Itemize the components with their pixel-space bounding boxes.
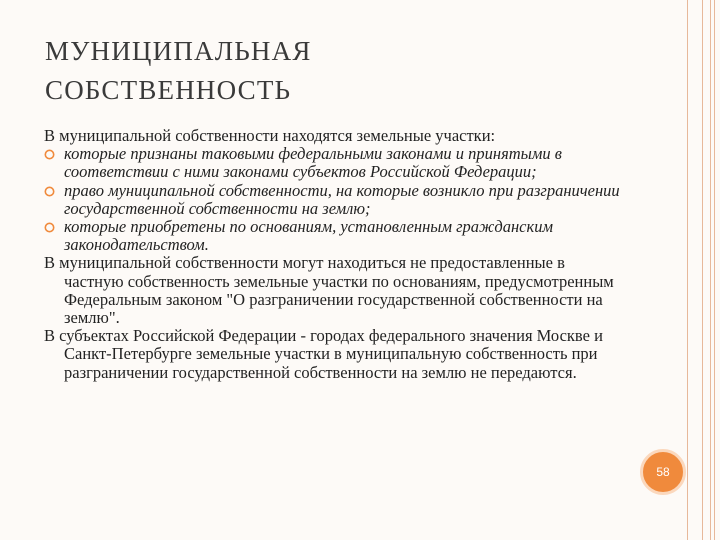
body-paragraph: В субъектах Российской Федерации - городах федерального значения Москве и Санкт-Петербурге земельные участки в муниципальную собственность при разграничении государственной собственности на землю не передаются. (44, 326, 603, 382)
decorative-rule (702, 0, 703, 540)
intro-paragraph: В муниципальной собственности находятся земельные участки: (44, 126, 496, 145)
decorative-rule (687, 0, 688, 540)
slide-title (45, 32, 645, 110)
bullet-text: которые признаны таковыми федеральными законами и принятыми в соответствии с ними законами субъектов Российской Федерации; (64, 144, 562, 182)
bullet-item (44, 218, 624, 254)
slide-body (44, 127, 624, 382)
circle-bullet-icon (44, 186, 55, 197)
bullet-text: право муниципальной собственности, на которые возникло при разграничении государственной собственности на землю; (64, 180, 620, 218)
bullet-text: которые приобретены по основаниям, установленным гражданским законодательством. (64, 217, 553, 255)
page-number-badge (640, 449, 686, 495)
page-number: 58 (656, 465, 670, 479)
decorative-rule (710, 0, 711, 540)
slide-title-line-1: МУНИЦИПАЛЬНАЯ (45, 36, 312, 66)
slide-title-line-2: СОБСТВЕННОСТЬ (45, 75, 292, 105)
bullet-item (44, 182, 624, 218)
decorative-rule (714, 0, 715, 540)
circle-bullet-icon (44, 222, 55, 233)
circle-bullet-icon (44, 149, 55, 160)
body-paragraph: В муниципальной собственности могут находиться не предоставленные в частную собственность земельные участки по основаниям, предусмотренным Федеральным законом "О разграничении государственной собственности на землю". (44, 253, 614, 328)
bullet-item (44, 145, 624, 181)
